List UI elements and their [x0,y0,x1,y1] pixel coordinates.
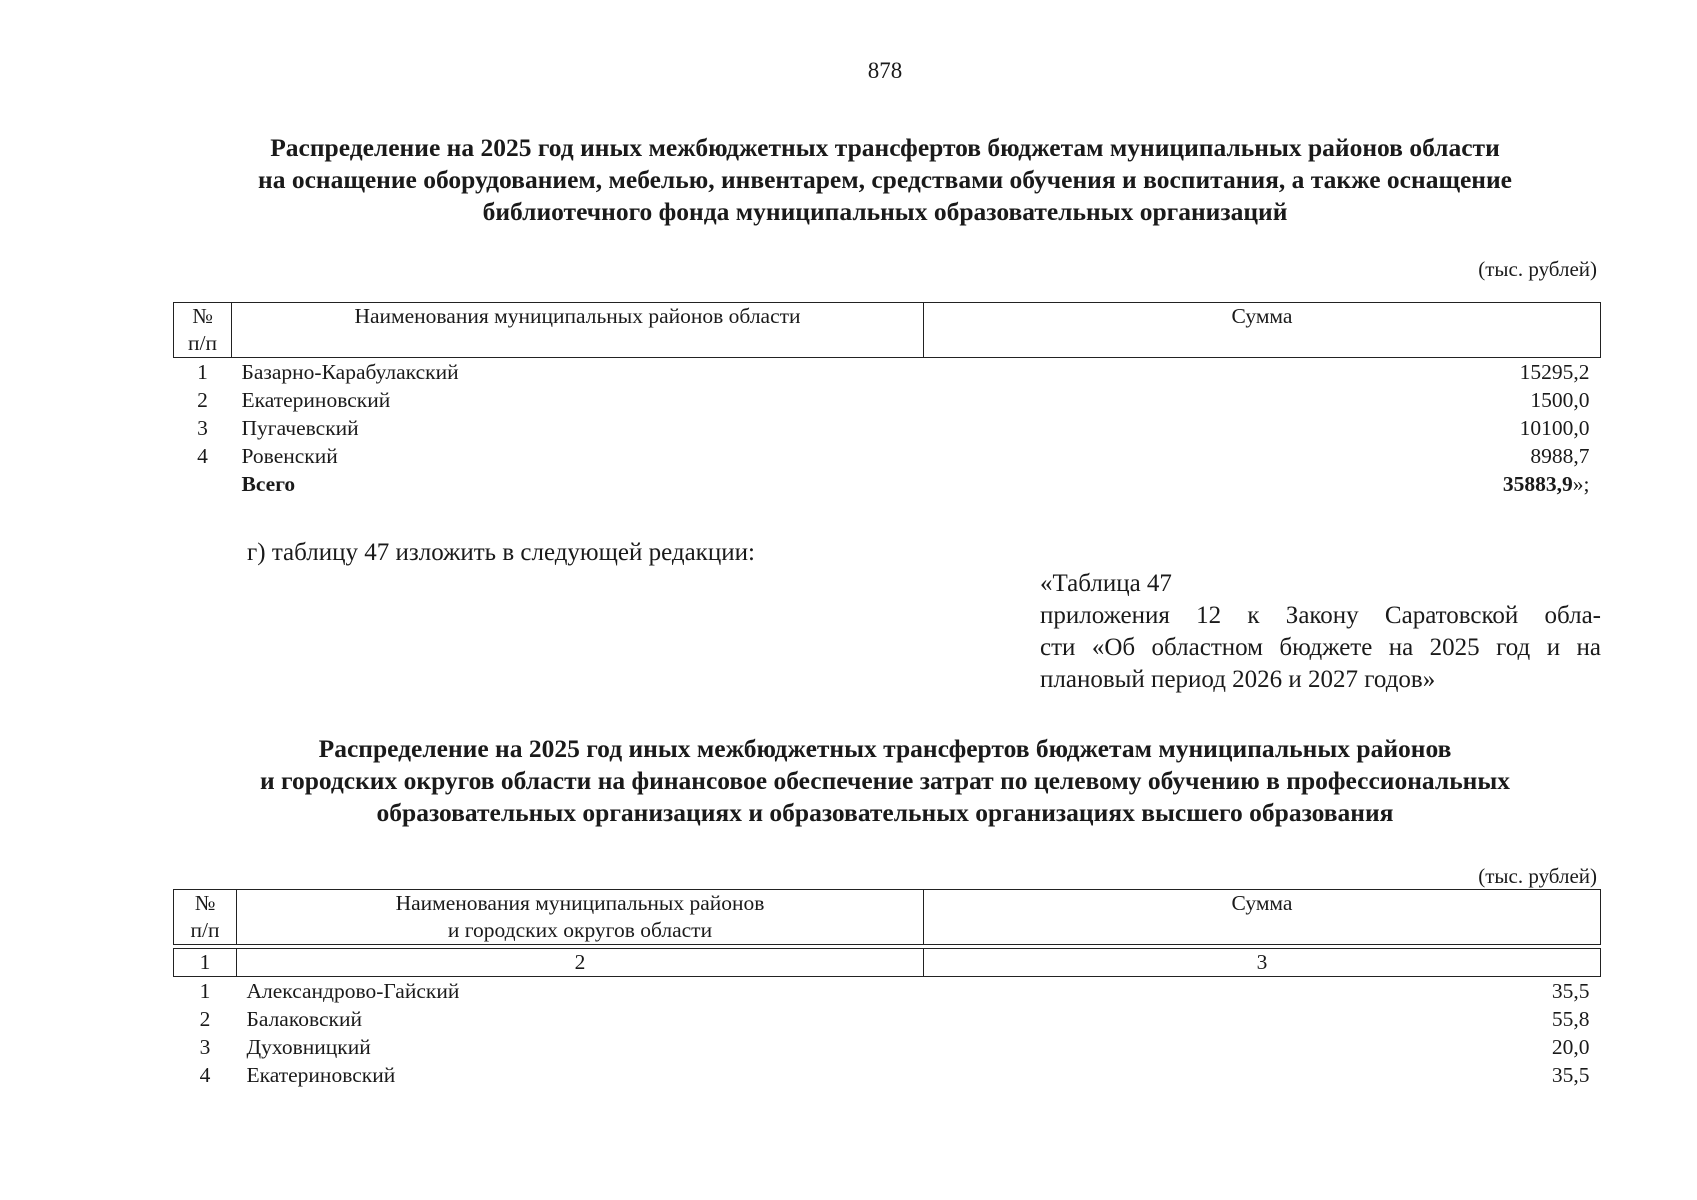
row-name: Балаковский [246,1007,362,1031]
page-number: 878 [867,58,903,83]
column-index: 2 [237,949,924,977]
row-name: Базарно-Карабулакский [241,360,459,384]
row-sum: 8988,7 [1530,444,1590,468]
row-name: Екатериновский [246,1063,396,1087]
section2-title-line: образовательных организациях и образовательных организациях высшего образования [376,798,1394,827]
row-number: 2 [199,1007,211,1031]
row-number: 4 [199,1063,211,1087]
row-sum: 35,5 [1551,979,1590,1003]
header-name [237,890,924,945]
section1-unit: (тыс. рублей) [1478,257,1597,281]
row-name: Ровенский [241,444,338,468]
row-sum: 20,0 [1551,1035,1590,1059]
table-row [174,442,1601,470]
table-header-row [174,890,1601,945]
row-name: Пугачевский [241,416,359,440]
header-num-line2: п/п [188,331,217,355]
section1-title-line: библиотечного фонда муниципальных образовательных организаций [482,197,1288,226]
row-sum: 35,5 [1551,1063,1590,1087]
total-label: Всего [241,472,296,496]
header-num-line2: п/п [190,918,220,942]
table-row [174,414,1601,442]
total-trail: »; [1572,472,1590,496]
table-row [174,977,1601,1006]
row-sum: 1500,0 [1530,388,1590,412]
header-num [174,890,237,945]
reference-line: приложения 12 к Закону Саратовской обла- [1040,602,1601,629]
column-index: 3 [924,949,1601,977]
section2-title-line: и городских округов области на финансовое обеспечение затрат по целевому обучению в профессиональных [259,766,1511,795]
row-name: Екатериновский [241,388,391,412]
table-row [174,1005,1601,1033]
reference-line: плановый период 2026 и 2027 годов» [1040,666,1436,693]
column-index: 1 [174,949,237,977]
row-number: 1 [199,979,211,1003]
table-row [174,1061,1601,1089]
row-number: 2 [197,388,208,412]
row-number: 4 [197,444,208,468]
section1-title [160,132,1610,228]
header-name-line2: и городских округов области [447,918,713,942]
total-row [174,470,1601,498]
row-sum: 55,8 [1551,1007,1590,1031]
total-empty [174,470,232,498]
table-row [174,1033,1601,1061]
row-sum: 10100,0 [1519,416,1590,440]
header-sum: Сумма [924,890,1601,945]
header-sum: Сумма [924,303,1601,358]
header-name-line1: Наименования муниципальных районов [395,891,765,915]
header-num [174,303,232,358]
reference-line: «Таблица 47 [1040,570,1172,597]
section1-table [173,302,1601,498]
reference-block [1040,568,1601,696]
instruction-text: г) таблицу 47 изложить в следующей редакции: [247,539,755,566]
section2-unit: (тыс. рублей) [1478,864,1597,888]
table-header-row [174,303,1601,358]
total-sum: 35883,9 [1502,472,1573,496]
row-number: 3 [199,1035,211,1059]
section2-title-line: Распределение на 2025 год иных межбюджетных трансфертов бюджетам муниципальных районов [318,734,1452,763]
header-num-line1: № [194,891,216,915]
header-num-line1: № [192,304,213,328]
table-row [174,386,1601,414]
section1-title-line: на оснащение оборудованием, мебелью, инвентарем, средствами обучения и воспитания, а также оснащение [258,165,1512,194]
section2-title [160,733,1610,829]
row-number: 3 [197,416,208,440]
header-name: Наименования муниципальных районов области [232,303,924,358]
section2-table [173,889,1601,1089]
row-name: Духовницкий [246,1035,371,1059]
column-index-row [174,949,1601,977]
reference-line: сти «Об областном бюджете на 2025 год и на [1040,634,1601,661]
row-sum: 15295,2 [1519,360,1590,384]
section1-title-line: Распределение на 2025 год иных межбюджетных трансфертов бюджетам муниципальных районов области [270,133,1500,162]
table-row [174,358,1601,387]
row-name: Александрово-Гайский [246,979,460,1003]
row-number: 1 [197,360,208,384]
total-sum-cell [924,470,1601,498]
